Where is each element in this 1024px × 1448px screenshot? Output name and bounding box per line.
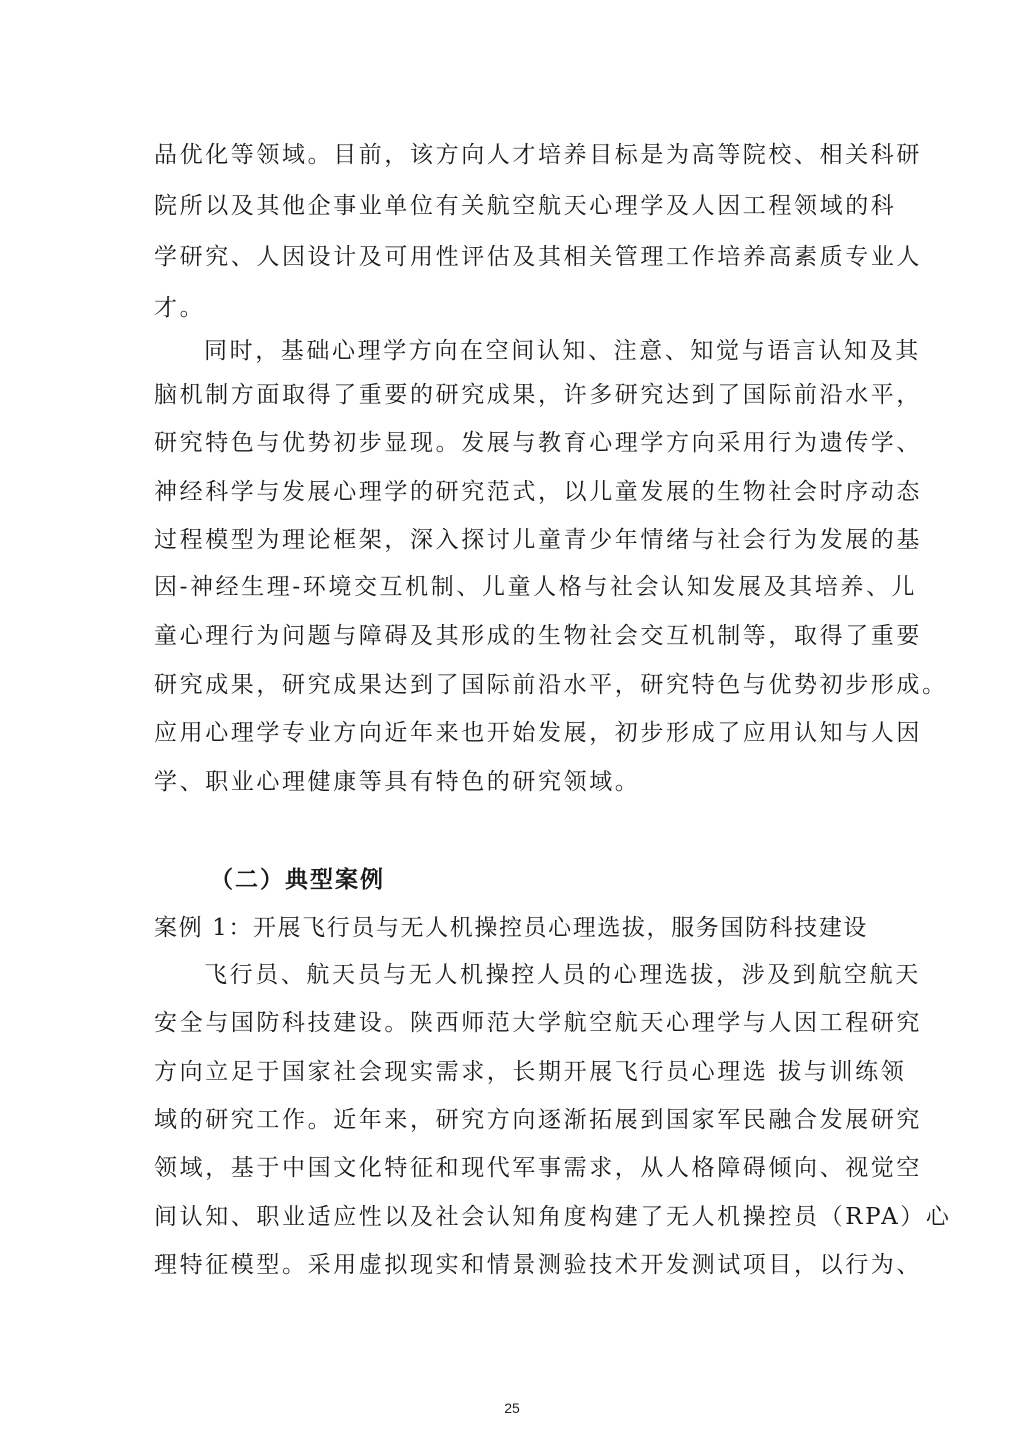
paragraph-2-line: 神经科学与发展心理学的研究范式，以儿童发展的生物社会时序动态 xyxy=(154,479,922,505)
paragraph-1-line: 品优化等领域。目前，该方向人才培养目标是为高等院校、相关科研 xyxy=(154,142,922,168)
paragraph-3-line: 理特征模型。采用虚拟现实和情景测验技术开发测试项目，以行为、 xyxy=(154,1252,922,1278)
paragraph-3-line: 域的研究工作。近年来，研究方向逐渐拓展到国家军民融合发展研究 xyxy=(154,1107,922,1133)
paragraph-3-line: 安全与国防科技建设。陕西师范大学航空航天心理学与人因工程研究 xyxy=(154,1010,922,1036)
paragraph-2-line: 应用心理学专业方向近年来也开始发展，初步形成了应用认知与人因 xyxy=(154,720,922,746)
paragraph-1-line: 才。 xyxy=(154,295,206,321)
paragraph-3-line: 飞行员、航天员与无人机操控人员的心理选拔，涉及到航空航天 xyxy=(204,962,921,988)
page-number: 25 xyxy=(504,1400,520,1416)
paragraph-2-line: 脑机制方面取得了重要的研究成果，许多研究达到了国际前沿水平， xyxy=(154,382,922,408)
paragraph-1-line: 院所以及其他企事业单位有关航空航天心理学及人因工程领域的科 xyxy=(154,193,897,219)
paragraph-2-line: 学、职业心理健康等具有特色的研究领域。 xyxy=(154,769,641,795)
paragraph-1-line: 学研究、人因设计及可用性评估及其相关管理工作培养高素质专业人 xyxy=(154,244,922,270)
paragraph-2-line: 因-神经生理-环境交互机制、儿童人格与社会认知发展及其培养、儿 xyxy=(154,574,918,600)
paragraph-2-line: 研究特色与优势初步显现。发展与教育心理学方向采用行为遗传学、 xyxy=(154,430,922,456)
paragraph-2-line: 童心理行为问题与障碍及其形成的生物社会交互机制等，取得了重要 xyxy=(154,623,922,649)
paragraph-3-line: 方向立足于国家社会现实需求，长期开展飞行员心理选 拔与训练领 xyxy=(154,1059,907,1085)
case-title: 案例 1：开展飞行员与无人机操控员心理选拔，服务国防科技建设 xyxy=(154,915,868,941)
paragraph-2-line: 研究成果，研究成果达到了国际前沿水平，研究特色与优势初步形成。 xyxy=(154,672,948,698)
paragraph-2-line: 过程模型为理论框架，深入探讨儿童青少年情绪与社会行为发展的基 xyxy=(154,527,922,553)
paragraph-3-line: 领域，基于中国文化特征和现代军事需求，从人格障碍倾向、视觉空 xyxy=(154,1155,922,1181)
section-heading: （二）典型案例 xyxy=(210,867,385,893)
paragraph-3-line: 间认知、职业适应性以及社会认知角度构建了无人机操控员（RPA）心 xyxy=(154,1204,952,1230)
paragraph-2-line: 同时，基础心理学方向在空间认知、注意、知觉与语言认知及其 xyxy=(204,338,921,364)
